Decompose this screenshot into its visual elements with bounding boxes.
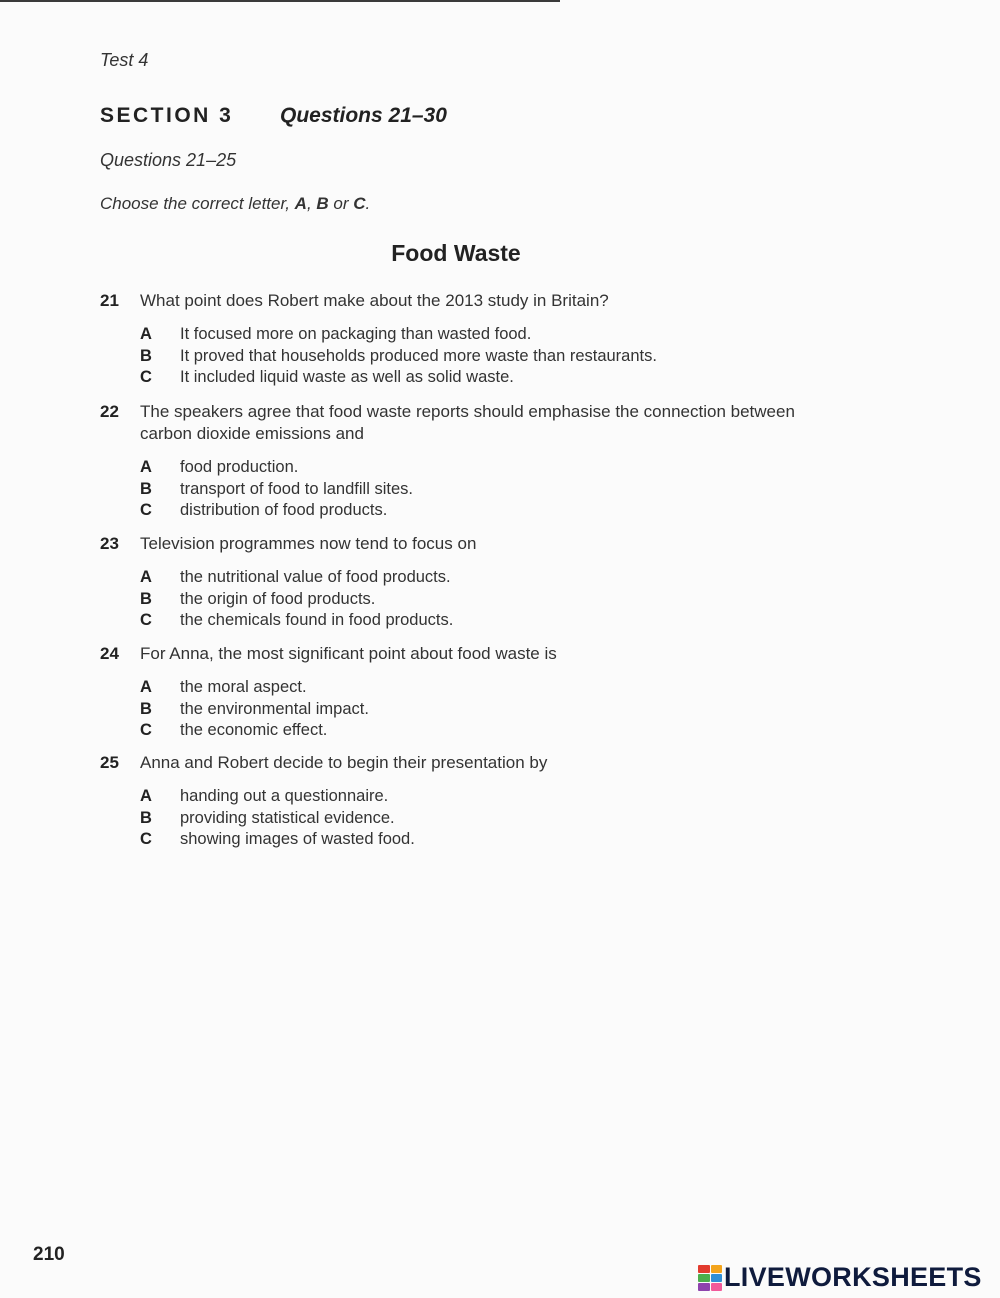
option-letter: B [140, 589, 152, 608]
option-text: the chemicals found in food products. [180, 611, 454, 629]
option-c[interactable] [140, 720, 820, 742]
question-number: 24 [100, 644, 119, 663]
option-text: the environmental impact. [180, 699, 369, 718]
liveworksheets-watermark[interactable] [698, 1262, 982, 1293]
option-c[interactable] [140, 500, 820, 522]
option-list [140, 677, 820, 742]
option-b[interactable] [140, 479, 820, 501]
option-letter: B [140, 699, 152, 718]
question-number: 21 [100, 291, 119, 310]
option-letter: B [140, 346, 152, 365]
option-text: food production. [180, 458, 299, 476]
option-b[interactable] [140, 346, 820, 368]
instruction-or: or [328, 194, 354, 213]
question-22 [100, 401, 820, 522]
option-a[interactable] [140, 324, 820, 346]
liveworksheets-logo-icon [698, 1265, 722, 1291]
option-list [140, 457, 820, 522]
option-list [140, 567, 820, 632]
logo-block [698, 1265, 710, 1273]
instruction-period: . [365, 194, 371, 213]
sub-question-range: Questions 21–25 [100, 150, 237, 170]
option-text: transport of food to landfill sites. [180, 479, 413, 498]
option-text: It included liquid waste as well as solid waste. [180, 368, 514, 386]
option-b[interactable] [140, 699, 820, 721]
question-23 [100, 533, 820, 632]
option-letter: C [140, 501, 152, 519]
option-letter: C [140, 611, 152, 629]
question-number: 23 [100, 534, 119, 553]
option-text: providing statistical evidence. [180, 808, 395, 827]
option-letter: A [140, 787, 152, 805]
option-text: It focused more on packaging than wasted food. [180, 325, 532, 343]
option-a[interactable] [140, 567, 820, 589]
option-letter: A [140, 568, 152, 586]
watermark-text: LIVEWORKSHEETS [724, 1262, 982, 1292]
option-c[interactable] [140, 829, 820, 851]
logo-block [711, 1265, 723, 1273]
option-text: showing images of wasted food. [180, 830, 415, 848]
option-list [140, 324, 820, 389]
option-letter: C [140, 830, 152, 848]
question-number: 25 [100, 753, 119, 772]
logo-block [698, 1274, 710, 1282]
option-b[interactable] [140, 589, 820, 611]
option-a[interactable] [140, 677, 820, 699]
option-letter: B [140, 808, 152, 827]
top-border-line [0, 0, 560, 2]
question-text: The speakers agree that food waste reports should emphasise the connection between carbon dioxide emissions and [140, 402, 795, 443]
question-number: 22 [100, 402, 119, 421]
option-text: It proved that households produced more waste than restaurants. [180, 346, 657, 365]
option-b[interactable] [140, 808, 820, 830]
section-heading: SECTION 3 [100, 104, 234, 127]
option-list [140, 786, 820, 851]
option-text: handing out a questionnaire. [180, 787, 389, 805]
option-text: distribution of food products. [180, 501, 388, 519]
option-a[interactable] [140, 786, 820, 808]
section-question-range: Questions 21–30 [280, 104, 447, 127]
instruction-letter-a: A [294, 194, 307, 213]
question-text: What point does Robert make about the 2013 study in Britain? [140, 291, 609, 310]
option-text: the nutritional value of food products. [180, 568, 451, 586]
option-letter: B [140, 479, 152, 498]
page-number: 210 [33, 1244, 65, 1265]
logo-block [711, 1283, 723, 1291]
option-c[interactable] [140, 610, 820, 632]
worksheet-title: Food Waste [391, 240, 521, 266]
question-text: For Anna, the most significant point about food waste is [140, 644, 557, 663]
option-letter: A [140, 458, 152, 476]
option-a[interactable] [140, 457, 820, 479]
instruction-letter-b: B [316, 194, 329, 213]
instruction-text [100, 194, 370, 214]
option-letter: C [140, 368, 152, 386]
option-text: the origin of food products. [180, 589, 376, 608]
option-letter: A [140, 678, 152, 696]
question-text: Anna and Robert decide to begin their presentation by [140, 753, 548, 772]
logo-block [711, 1274, 723, 1282]
logo-block [698, 1283, 710, 1291]
option-c[interactable] [140, 367, 820, 389]
question-25 [100, 752, 820, 851]
question-21 [100, 290, 820, 389]
option-text: the moral aspect. [180, 678, 307, 696]
instruction-comma: , [306, 194, 317, 213]
test-label: Test 4 [100, 50, 149, 70]
option-letter: C [140, 721, 152, 739]
instruction-letter-c: C [353, 194, 366, 213]
option-text: the economic effect. [180, 721, 328, 739]
option-letter: A [140, 325, 152, 343]
question-24 [100, 643, 820, 742]
question-text: Television programmes now tend to focus on [140, 534, 477, 553]
instruction-prefix: Choose the correct letter, [100, 194, 295, 213]
